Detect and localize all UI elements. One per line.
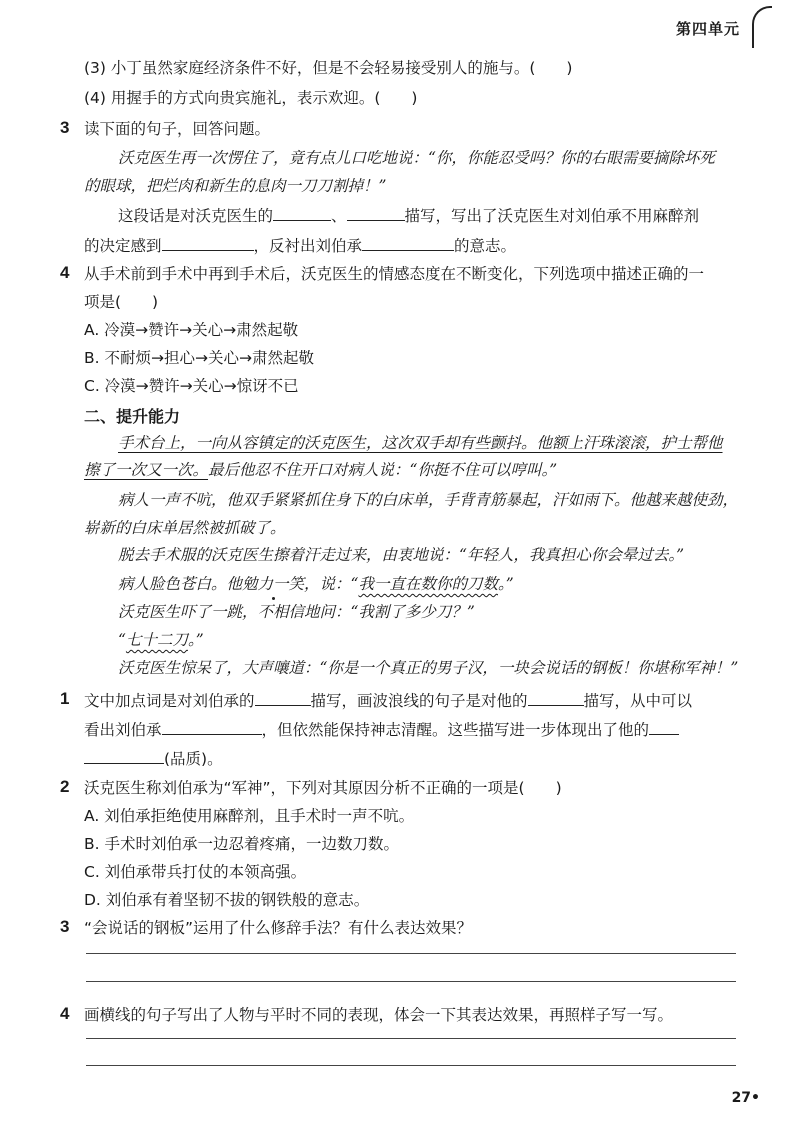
section-title: 二、提升能力 — [84, 407, 181, 426]
question-number: 2 — [60, 777, 70, 796]
unit-label: 第四单元 — [675, 20, 740, 38]
answer-line[interactable] — [86, 1065, 736, 1066]
question-number: 1 — [60, 689, 70, 708]
option-c[interactable]: C. 冷漠→赞许→关心→惊讶不已 — [84, 377, 299, 395]
answer-line[interactable] — [86, 1038, 736, 1039]
quote-line: 的眼球，把烂肉和新生的息肉一刀刀割掉！” — [84, 177, 387, 195]
question-stem: 画横线的句子写出了人物与平时不同的表现，体会一下其表达效果，再照样子写一写。 — [84, 1006, 674, 1024]
question-stem: “会说话的钢板”运用了什么修辞手法？有什么表达效果？ — [84, 919, 473, 937]
fill-in-line: (品质)。 — [84, 748, 223, 769]
answer-blank[interactable] — [162, 235, 254, 251]
passage-line: 崭新的白床单居然被抓破了。 — [84, 519, 286, 537]
question-stem: 读下面的句子，回答问题。 — [84, 120, 271, 138]
passage-line: “七十二刀。” — [118, 631, 204, 649]
answer-blank[interactable] — [528, 690, 584, 706]
answer-blank[interactable] — [649, 719, 679, 735]
fill-in-line: 的决定感到 ，反衬出刘伯承 的意志。 — [84, 237, 517, 255]
quote-line: 沃克医生再一次愣住了，竟有点儿口吃地说：“你，你能忍受吗？你的右眼需要摘除坏死 — [118, 149, 715, 167]
passage-line: 手术台上，一向从容镇定的沃克医生，这次双手却有些颤抖。他额上汗珠滚滚，护士帮他 — [118, 434, 723, 452]
fill-in-line: 这段话是对沃克医生的 、 描写，写出了沃克医生对刘伯承不用麻醉剂 — [118, 207, 700, 225]
answer-line[interactable] — [86, 953, 736, 954]
answer-line[interactable] — [86, 981, 736, 982]
answer-blank[interactable] — [362, 235, 454, 251]
answer-blank[interactable] — [255, 690, 311, 706]
question-number: 4 — [60, 263, 70, 282]
fill-in-line: 文中加点词是对刘伯承的 描写，画波浪线的句子是对他的 描写，从中可以 — [84, 692, 693, 710]
option-b[interactable]: B. 手术时刘伯承一边忍着疼痛，一边数刀数。 — [84, 835, 399, 853]
question-number: 3 — [60, 118, 70, 137]
passage-line: 沃克医生惊呆了，大声嚷道：“你是一个真正的男子汉，一块会说话的钢板！你堪称军神！” — [118, 659, 739, 677]
option-a[interactable]: A. 刘伯承拒绝使用麻醉剂，且手术时一声不吭。 — [84, 807, 415, 825]
question-stem: 从手术前到手术中再到手术后，沃克医生的情感态度在不断变化，下列选项中描述正确的一 — [84, 265, 705, 283]
passage-line: 病人一声不吭，他双手紧紧抓住身下的白床单，手背青筋暴起，汗如雨下。他越来越使劲， — [118, 491, 739, 509]
answer-blank[interactable] — [347, 205, 405, 221]
option-b[interactable]: B. 不耐烦→担心→关心→肃然起敬 — [84, 349, 314, 367]
passage-line: 脱去手术服的沃克医生擦着汗走过来，由衷地说：“年轻人，我真担心你会晕过去。” — [118, 546, 685, 564]
passage-line: 擦了一次又一次。最后他忍不住开口对病人说：“你挺不住可以哼叫。” — [84, 461, 558, 479]
question-stem: 项是( ) — [84, 293, 159, 311]
wavy-sentence: 我一直在数你的刀数 — [358, 575, 498, 593]
passage-line: 沃克医生吓了一跳，不相信地问：“我割了多少刀？” — [118, 603, 475, 621]
passage-line: 病人脸色苍白。他勉力一笑，说：“我一直在数你的刀数。” — [118, 575, 514, 593]
answer-blank[interactable] — [84, 748, 164, 764]
wavy-sentence: 七十二刀 — [125, 631, 188, 649]
question-4-statement: (4) 用握手的方式向贵宾施礼，表示欢迎。( ) — [84, 89, 418, 107]
fill-in-line: 看出刘伯承 ，但依然能保持神志清醒。这些描写进一步体现出了他的 — [84, 719, 679, 740]
answer-blank[interactable] — [162, 719, 262, 735]
dotted-word: 勉力一笑 — [242, 575, 305, 593]
unit-bracket-decoration — [752, 6, 772, 48]
option-c[interactable]: C. 刘伯承带兵打仗的本领高强。 — [84, 863, 307, 881]
option-d[interactable]: D. 刘伯承有着坚韧不拔的钢铁般的意志。 — [84, 891, 370, 909]
question-number: 3 — [60, 917, 70, 936]
question-stem: 沃克医生称刘伯承为“军神”，下列对其原因分析不正确的一项是( ) — [84, 779, 562, 797]
question-3-statement: (3) 小丁虽然家庭经济条件不好，但是不会轻易接受别人的施与。( ) — [84, 59, 573, 77]
answer-blank[interactable] — [273, 205, 331, 221]
page-number: 27• — [731, 1090, 760, 1106]
question-number: 4 — [60, 1004, 70, 1023]
option-a[interactable]: A. 冷漠→赞许→关心→肃然起敬 — [84, 321, 299, 339]
